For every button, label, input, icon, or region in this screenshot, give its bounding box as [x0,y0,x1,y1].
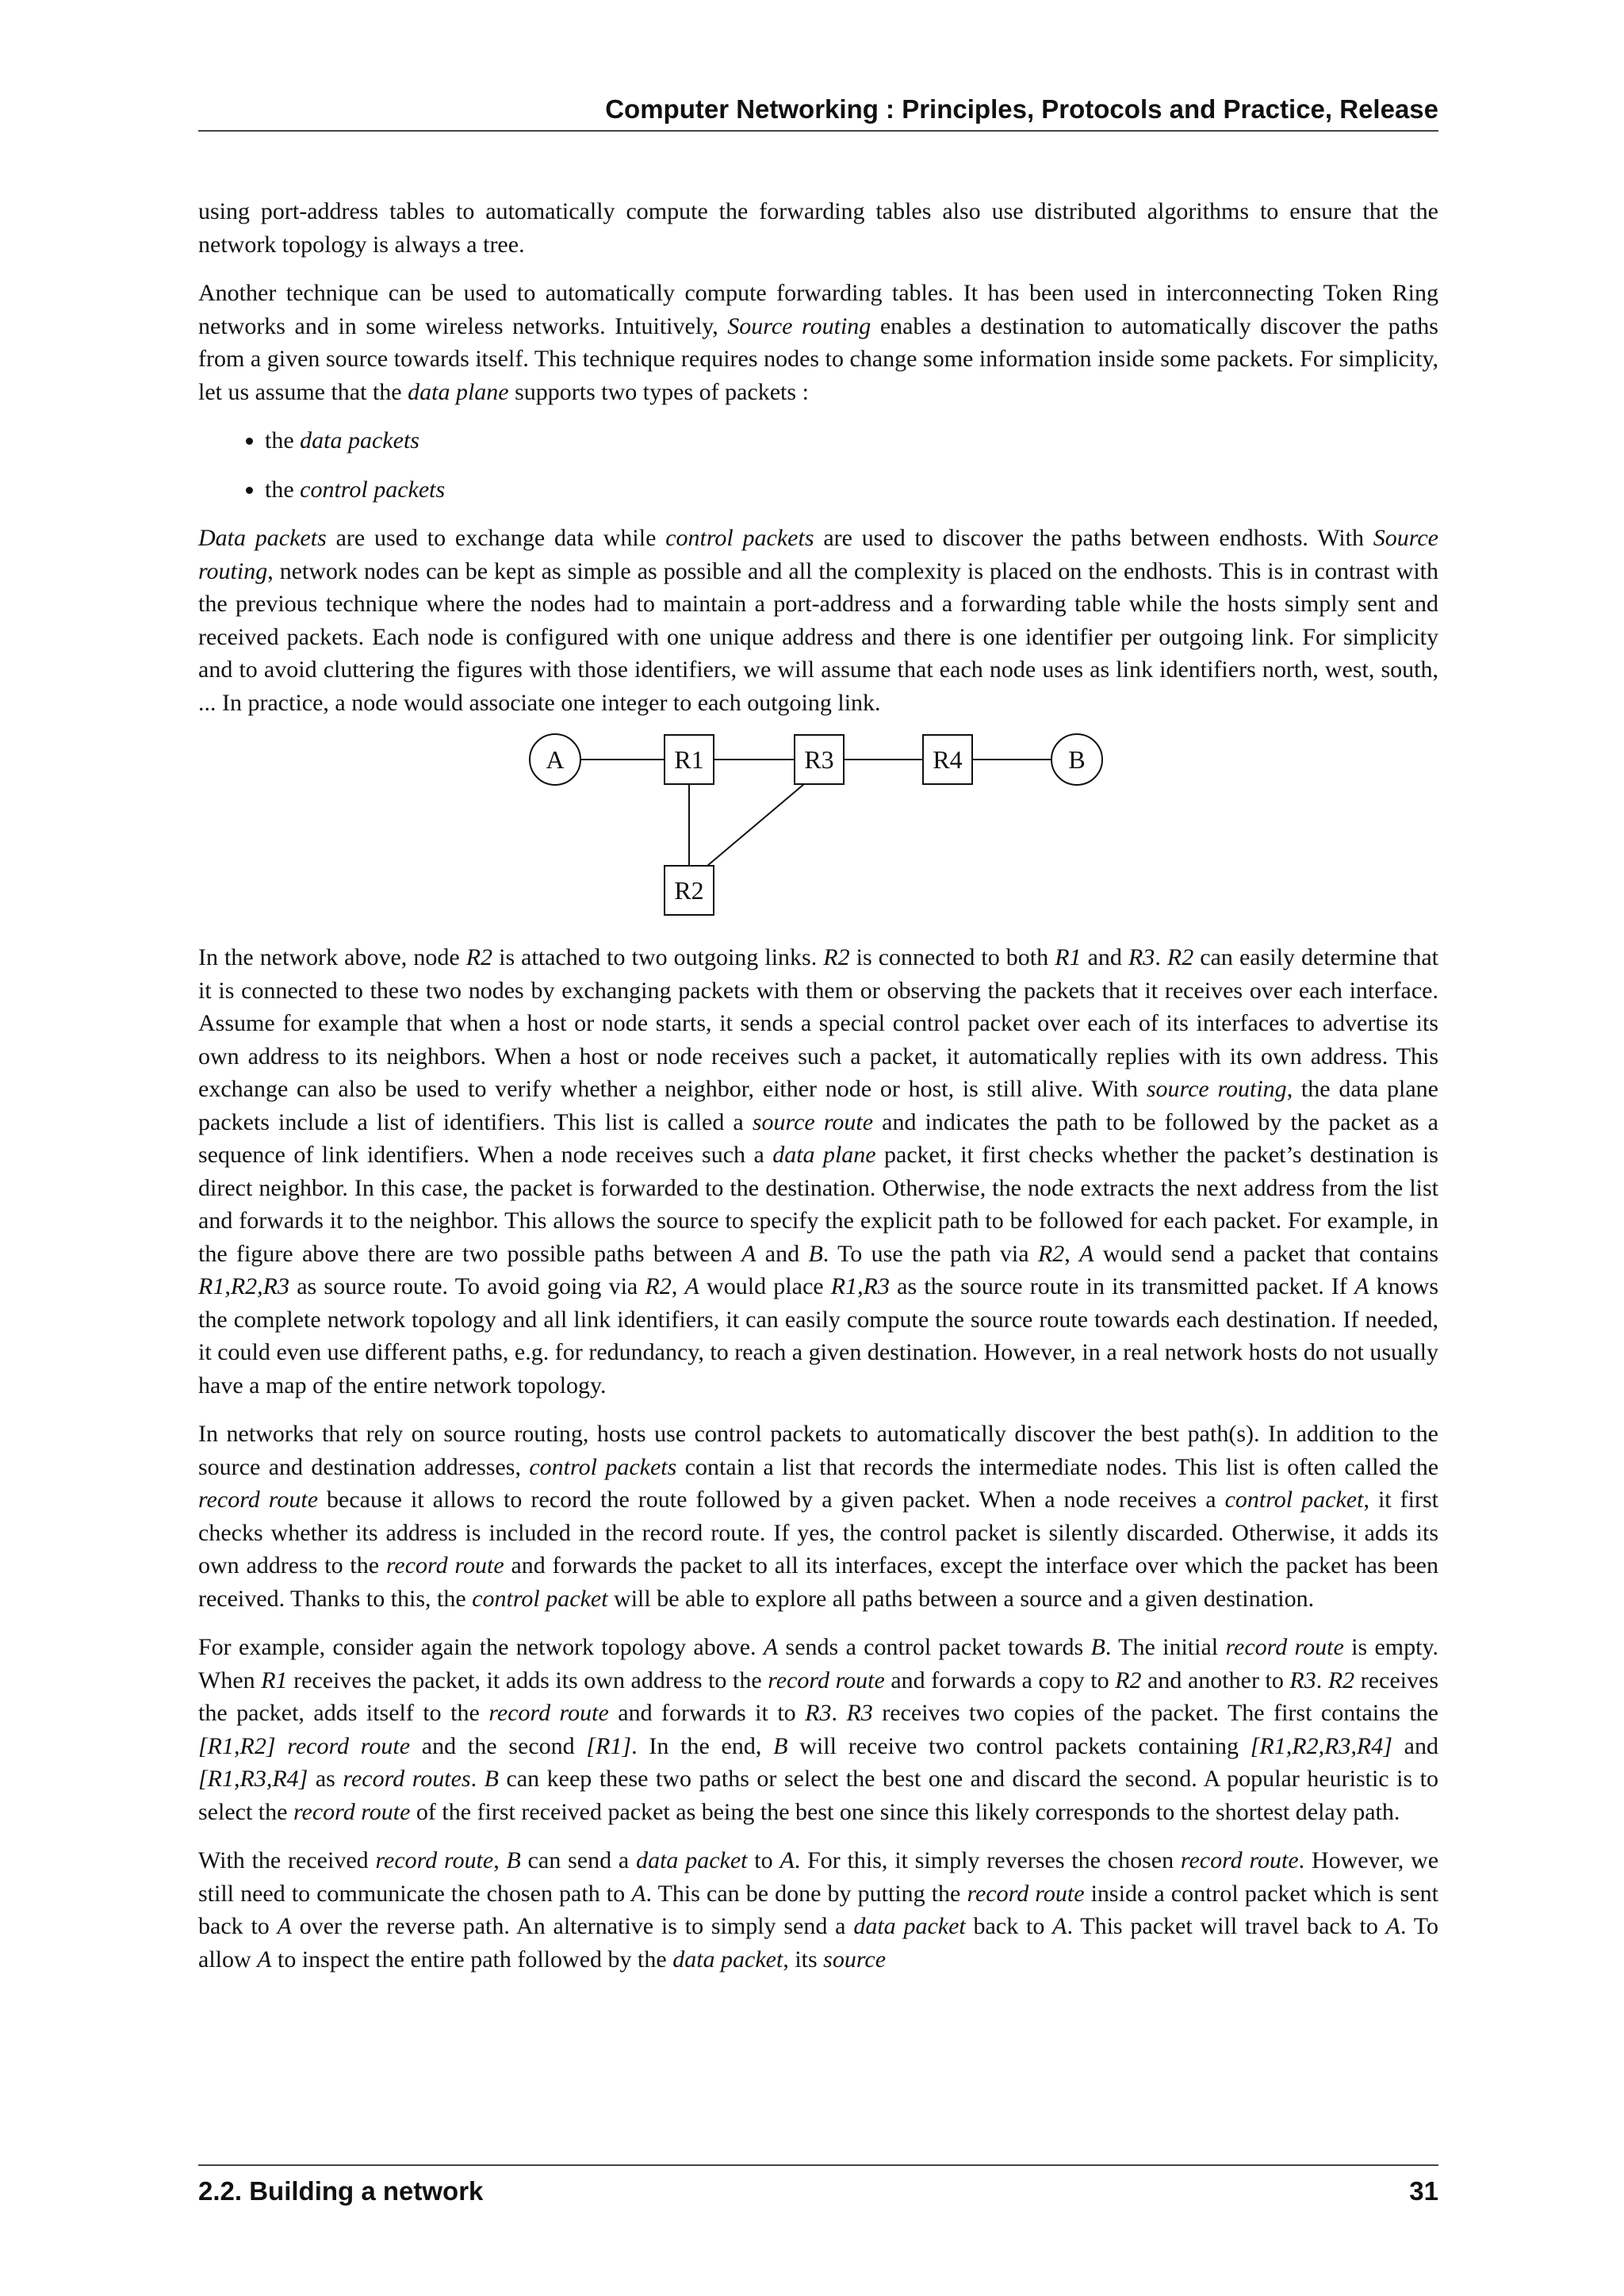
emphasized-term: source routing [1146,1076,1287,1102]
emphasized-term: record route [198,1487,319,1513]
emphasized-term: control packet [1224,1487,1364,1513]
emphasized-term: A [763,1634,779,1660]
emphasized-term: A [684,1273,699,1299]
page-content [198,195,1438,1992]
emphasized-term: data plane [408,378,509,405]
emphasized-term: record route [293,1798,411,1825]
emphasized-term: R1,R3 [830,1273,890,1299]
emphasized-term: [R1] [586,1732,632,1759]
emphasized-term: control packet [472,1585,608,1612]
running-header [198,89,1438,132]
emphasized-term: Source routing [198,525,1438,584]
emphasized-term: A [779,1847,795,1873]
emphasized-term: R3 [1289,1667,1316,1693]
emphasized-term: [R1,R2] record route [198,1732,411,1759]
emphasized-term: Source routing [727,312,871,339]
node-r3-label: R3 [804,745,834,774]
emphasized-term: data packet [672,1946,783,1973]
paragraph: Data packets are used to exchange data while control packets are used to discover the paths between endhosts. With Source routing, network nodes can be kept as simple as possible and all the complexity is placed on the endhosts. This is in contrast with the previous technique where the nodes had to maintain a port-address and a forwarding table while the hosts simply sent and received packets. Each node is configured with one unique address and there is one identifier per outgoing link. For simplicity and to avoid cluttering the figures with those identifiers, we will assume that each node uses as link identifiers north, west, south, ... In practice, a node would associate one integer to each outgoing link. [198,525,1438,716]
emphasized-term: record route [385,1552,504,1578]
paragraph: In networks that rely on source routing, hosts use control packets to automatically discover the best path(s). In addition to the source and destination addresses, control packets contain a list that records the intermediate nodes. This list is often called the record route because it allows to record the route followed by a given packet. When a node receives a control packet, it first checks whether its address is included in the record route. If yes, the control packet is silently discarded. Otherwise, it adds its own address to the record route and forwards the packet to all its interfaces, except the interface over which the packet has been received. Thanks to this, the control packet will be able to explore all paths between a source and a given destination. [198,1421,1439,1612]
emphasized-term: R3 [1128,944,1155,970]
emphasized-term: record route [488,1700,609,1726]
emphasized-term: R1 [261,1667,288,1693]
emphasized-term: record route [1180,1847,1299,1873]
emphasized-term: record route [768,1667,885,1693]
emphasized-term: R3 [805,1700,832,1726]
emphasized-term: A [631,1880,646,1907]
paragraph: For example, consider again the network topology above. A sends a control packet towards B. The initial record route is empty. When R1 receives the packet, it adds its own address to the record route and forwards a copy to R2 and another to R3. R2 receives the packet, adds itself to the record route and forwards it to R3. R3 receives two copies of the packet. The first contains the [R1,R2] record route and the second [R1]. In the end, B will receive two control packets containing [R1,R2,R3,R4] and [R1,R3,R4] as record routes. B can keep these two paths or select the best one and discard the second. A popular heuristic is to select the record route of the first received packet as being the best one since this likely corresponds to the shortest delay path. [198,1634,1439,1825]
emphasized-term: R1 [1055,944,1082,970]
emphasized-term: record route [967,1880,1085,1907]
emphasized-term: A [1354,1273,1369,1299]
emphasized-term: A [1079,1240,1094,1267]
emphasized-term: Data packets [198,525,327,551]
emphasized-term: source [823,1946,887,1973]
emphasized-term: control packets [300,476,446,503]
emphasized-term: A [257,1946,272,1973]
footer-section: 2.2. Building a network [198,2176,484,2206]
emphasized-term: R2 [1327,1667,1355,1693]
emphasized-term: R2 [1115,1667,1142,1693]
emphasized-term: record route [375,1847,494,1873]
emphasized-term: record routes [343,1766,471,1792]
node-r1-label: R1 [674,745,704,774]
emphasized-term: data packet [636,1847,748,1873]
emphasized-term: R3 [846,1700,873,1726]
emphasized-term: R1,R2,R3 [198,1273,289,1299]
bullet-list [198,424,1438,506]
emphasized-term: R2 [1037,1240,1065,1267]
emphasized-term: A [741,1240,756,1267]
emphasized-term: A [277,1913,292,1939]
emphasized-term: R2 [465,944,493,970]
emphasized-term: A [1052,1913,1067,1939]
running-footer [198,2164,1438,2209]
node-a-label: A [546,745,565,774]
emphasized-term: control packets [529,1453,677,1480]
emphasized-term: B [506,1847,521,1873]
emphasized-term: R2 [1166,944,1194,970]
node-r4-label: R4 [933,745,963,774]
node-r2-label: R2 [674,876,704,905]
emphasized-term: A [1385,1913,1400,1939]
emphasized-term: [R1,R2,R3,R4] [1250,1732,1392,1759]
list-item: • the data packets [265,424,1438,457]
list-item: • the control packets [265,473,1438,507]
emphasized-term: data plane [772,1142,876,1168]
emphasized-term: source route [752,1108,874,1135]
emphasized-term: R2 [823,944,850,970]
network-topology-diagram [525,727,1112,925]
emphasized-term: data packet [853,1913,966,1939]
node-b-label: B [1068,745,1086,774]
emphasized-term: B [484,1766,499,1792]
paragraph: using port-address tables to automatically compute the forwarding tables also use distributed algorithms to ensure that the network topology is always a tree. [198,198,1438,258]
emphasized-term: data packets [300,427,419,453]
paragraph: Another technique can be used to automatically compute forwarding tables. It has been used in interconnecting Token Ring networks and in some wireless networks. Intuitively, Source routing enables a destination to automatically discover the paths from a given source towards itself. This technique requires nodes to change some information inside some packets. For simplicity, let us assume that the data plane supports two types of packets : [198,280,1438,405]
paragraph: In the network above, node R2 is attached to two outgoing links. R2 is connected to both R1 and R3. R2 can easily determine that it is connected to these two nodes by exchanging packets with them or observing the packets that it receives over each interface. Assume for example that when a host or node starts, it sends a special control packet over each of its interfaces to advertise its own address to its neighbors. When a host or node receives such a packet, it automatically replies with its own address. This exchange can also be used to verify whether a neighbor, either node or host, is still alive. With source routing, the data plane packets include a list of identifiers. This list is called a source route and indicates the path to be followed by the packet as a sequence of link identifiers. When a node receives such a data plane packet, it first checks whether the packet’s destination is direct neighbor. In this case, the packet is forwarded to the destination. Otherwise, the node extracts the next address from the list and forwards it to the neighbor. This allows the source to specify the explicit path to be followed for each packet. For example, in the figure above there are two possible paths between A and B. To use the path via R2, A would send a packet that contains R1,R2,R3 as source route. To avoid going via R2, A would place R1,R3 as the source route in its transmitted packet. If A knows the complete network topology and all link identifiers, it can easily compute the source route towards each destination. If needed, it could even use different paths, e.g. for redundancy, to reach a given destination. However, in a real network hosts do not usually have a map of the entire network topology. [198,944,1439,1399]
paragraph: With the received record route, B can send a data packet to A. For this, it simply reverses the chosen record route. However, we still need to communicate the chosen path to A. This can be done by putting the record route inside a control packet which is sent back to A over the reverse path. An alternative is to simply send a data packet back to A. This packet will travel back to A. To allow A to inspect the entire path followed by the data packet, its source [198,1847,1439,1973]
page-number: 31 [1409,2176,1438,2206]
emphasized-term: [R1,R3,R4] [198,1766,308,1792]
emphasized-term: record route [1225,1634,1344,1660]
header-title: Computer Networking : Principles, Protocols and Practice, Release [605,94,1438,124]
emphasized-term: R2 [645,1273,672,1299]
link-r2-r3 [707,784,804,866]
emphasized-term: B [773,1732,788,1759]
emphasized-term: B [808,1240,823,1267]
emphasized-term: control packets [665,525,814,551]
emphasized-term: B [1090,1634,1105,1660]
